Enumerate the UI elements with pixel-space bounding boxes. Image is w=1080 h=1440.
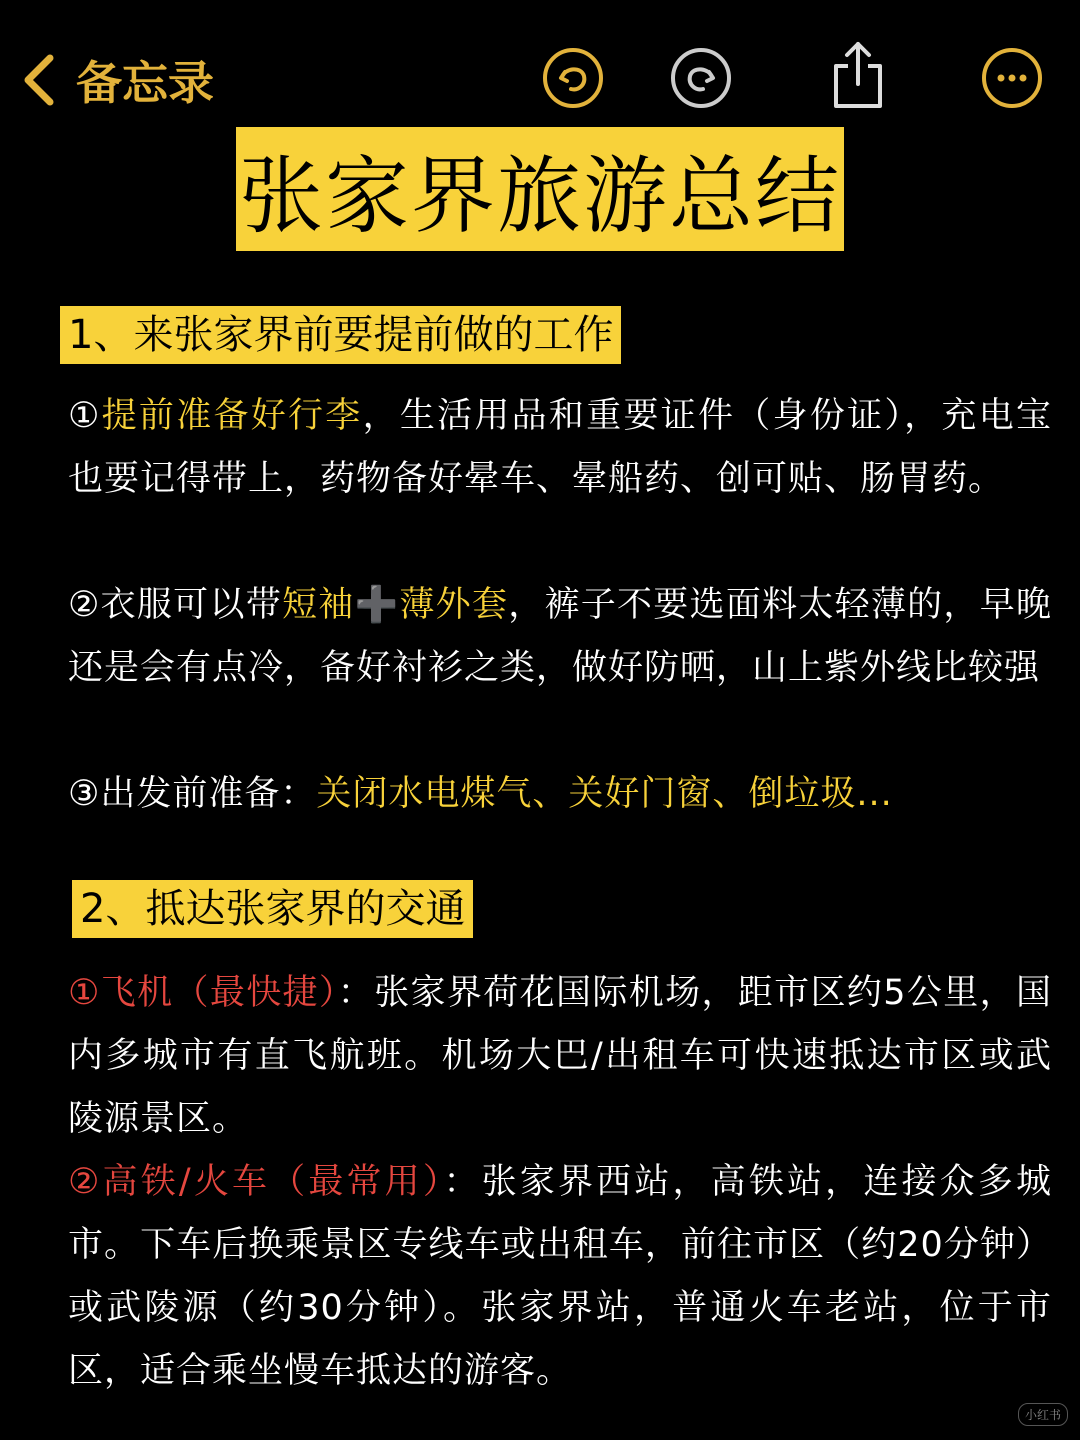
undo-button[interactable]	[541, 46, 605, 110]
note-title-block	[236, 127, 844, 251]
highlight-text: 短袖	[282, 585, 355, 625]
highlight-text: 提前准备好行李	[101, 396, 363, 436]
highlight-text: 关闭水电煤气、关好门窗、倒垃圾...	[316, 774, 893, 814]
highlight-text: 薄外套	[399, 585, 509, 625]
back-label: 备忘录	[76, 56, 214, 110]
transport-label: ②高铁/火车（最常用）	[68, 1162, 444, 1202]
transport-item-plane	[68, 962, 1052, 1151]
plus-icon: ➕	[354, 585, 400, 625]
top-toolbar	[0, 40, 1080, 120]
item-text-prefix: ②衣服可以带	[68, 585, 282, 625]
item-text: ：张家界西站，高铁站，连接众多城市。下车后换乘景区专线车或出租车，前往市区（约20分钟）或武陵源（约30分钟）。张家界站，普通火车老站，位于市区，适合乘坐慢车抵达的游客。	[68, 1162, 1052, 1391]
redo-icon	[669, 46, 733, 110]
more-icon	[980, 46, 1044, 110]
preparation-item-clothing	[68, 574, 1052, 700]
item-text-prefix: ③出发前准备：	[68, 774, 317, 814]
transport-item-train	[68, 1151, 1052, 1403]
watermark: 小红书	[1018, 1403, 1068, 1426]
share-button[interactable]	[826, 40, 890, 104]
redo-button[interactable]	[669, 46, 733, 110]
item-text: ：张家界荷花国际机场，距市区约5公里，国内多城市有直飞航班。机场大巴/出租车可快速抵达市区或武陵源景区。	[68, 973, 1052, 1139]
chevron-left-icon	[22, 54, 56, 106]
more-button[interactable]	[980, 46, 1044, 110]
back-button[interactable]	[22, 40, 214, 120]
preparation-item-departure	[68, 763, 1052, 826]
preparation-item-luggage	[68, 385, 1052, 511]
section-heading-preparation: 1、来张家界前要提前做的工作	[60, 306, 621, 364]
transport-label: ①飞机（最快捷）	[68, 973, 338, 1013]
share-icon	[826, 40, 890, 112]
item-number: ①	[68, 396, 102, 436]
undo-icon	[541, 46, 605, 110]
note-title: 张家界旅游总结	[238, 146, 841, 245]
item-text: ，裤子不要选面料太轻薄的，早晚还是会有点冷，备好衬衫之类，做好防晒，山上紫外线比较强	[68, 585, 1052, 688]
item-text: ，生活用品和重要证件（身份证），充电宝也要记得带上，药物备好晕车、晕船药、创可贴、肠胃药。	[68, 396, 1052, 499]
section-heading-transport: 2、抵达张家界的交通	[72, 880, 473, 938]
